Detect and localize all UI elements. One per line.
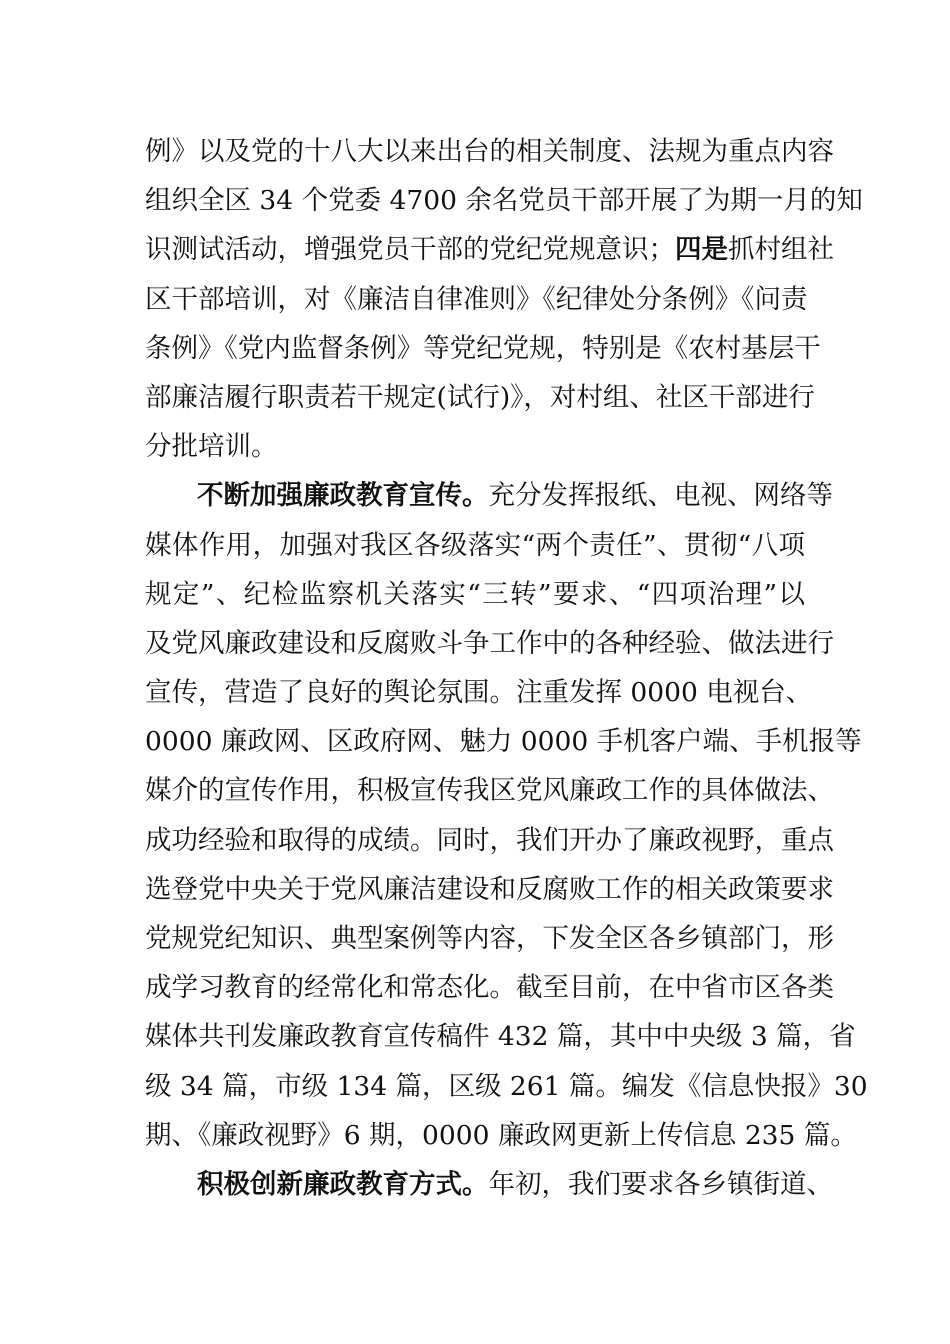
paragraph-2-line-9: 选登党中央关于党风廉洁建设和反腐败工作的相关政策要求: [145, 873, 834, 905]
paragraph-2-line-13: 级 34 篇，市级 134 篇，区级 261 篇。编发《信息快报》30: [145, 1070, 868, 1102]
paragraph-1-line-4: 区干部培训，对《廉洁自律准则》《纪律处分条例》《问责: [145, 283, 808, 315]
paragraph-1-line-3: [145, 225, 834, 274]
paragraph-1-line-6: 部廉洁履行职责若干规定(试行)》，对村组、社区干部进行: [145, 381, 815, 413]
paragraph-1-line-3-text-a: 识测试活动，增强党员干部的党纪党规意识；: [145, 234, 675, 266]
paragraph-1-line-2: 组织全区 34 个党委 4700 余名党员干部开展了为期一月的知: [145, 185, 863, 217]
paragraph-1-line-5: 条例》《党内监督条例》等党纪党规，特别是《农村基层干: [145, 332, 821, 364]
paragraph-2-line-4: 及党风廉政建设和反腐败斗争工作中的各种经验、做法进行: [145, 627, 834, 659]
paragraph-2-line-14: 期、《廉政视野》6 期，0000 廉政网更新上传信息 235 篇。: [145, 1119, 857, 1151]
paragraph-2-line-7: 媒介的宣传作用，积极宣传我区党风廉政工作的具体做法、: [145, 775, 834, 807]
paragraph-2-line-6: 0000 廉政网、区政府网、魅力 0000 手机客户端、手机报等: [145, 726, 862, 758]
paragraph-3-heading: 积极创新廉政教育方式。: [197, 1168, 489, 1200]
paragraph-2-line-8: 成功经验和取得的成绩。同时，我们开办了廉政视野，重点: [145, 824, 834, 856]
paragraph-2-heading: 不断加强廉政教育宣传。: [197, 480, 489, 512]
paragraph-3-line-1: [145, 1160, 833, 1209]
paragraph-2-line-2: 媒体作用，加强对我区各级落实“两个责任”、贯彻“八项: [145, 529, 805, 561]
paragraph-2-line-3: 规定”、纪检监察机关落实“三转”要求、“四项治理”以: [145, 578, 805, 610]
paragraph-1-emphasis: 四是: [675, 234, 728, 266]
paragraph-2-line-1: [145, 471, 833, 520]
paragraph-2-line-11: 成学习教育的经常化和常态化。截至目前，在中省市区各类: [145, 972, 834, 1004]
document-body: [145, 127, 868, 1209]
paragraph-2-line-10: 党规党纪知识、典型案例等内容，下发全区各乡镇部门，形: [145, 923, 834, 954]
paragraph-3-line-1-text: 年初，我们要求各乡镇街道、: [488, 1168, 833, 1200]
paragraph-2-line-5: 宣传，营造了良好的舆论氛围。注重发挥 0000 电视台、: [145, 677, 813, 709]
paragraph-1-line-7: 分批培训。: [145, 431, 278, 463]
paragraph-1-line-3-text-b: 抓村组社: [728, 234, 834, 266]
paragraph-1-line-1: 例》以及党的十八大以来出台的相关制度、法规为重点内容: [145, 136, 834, 167]
paragraph-2-line-1-text: 充分发挥报纸、电视、网络等: [488, 480, 833, 512]
paragraph-2-line-12: 媒体共刊发廉政教育宣传稿件 432 篇，其中中央级 3 篇，省: [145, 1021, 856, 1053]
